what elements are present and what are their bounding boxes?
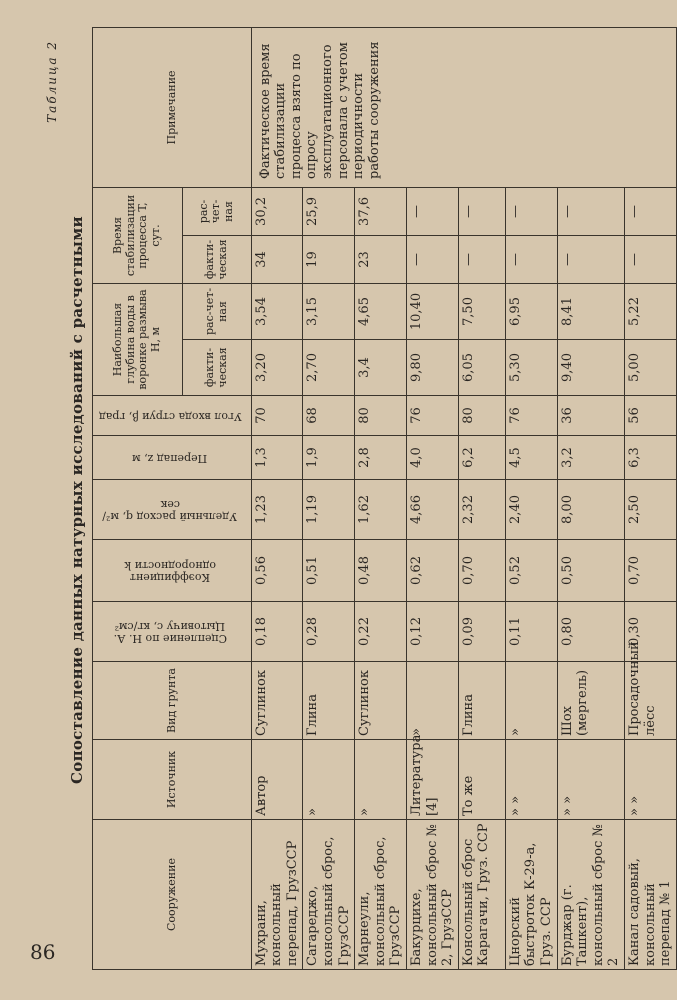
cell-time-actual: — xyxy=(624,235,676,283)
page-number: 86 xyxy=(30,940,56,964)
cell-note: Фактическое время стабилизации процесса взято по опросу эксплуатационного персонала с учетом периодичности работы сооружения xyxy=(251,27,676,187)
cell-source: » xyxy=(303,740,355,820)
cell-cohesion: 0,12 xyxy=(406,602,458,662)
cell-cohesion: 0,09 xyxy=(458,602,505,662)
cell-depth-calculated: 7,50 xyxy=(458,283,505,339)
cell-time-actual: — xyxy=(458,235,505,283)
comparison-table xyxy=(92,27,677,970)
header-structure: Сооружение xyxy=(93,820,252,970)
cell-source: » » xyxy=(624,740,676,820)
cell-source: То же xyxy=(458,740,505,820)
cell-source: » » xyxy=(505,740,557,820)
cell-uniformity: 0,51 xyxy=(303,540,355,602)
cell-discharge: 2,32 xyxy=(458,480,505,540)
cell-time-actual: — xyxy=(505,235,557,283)
header-angle: Угол входа струи β, град xyxy=(93,396,252,436)
header-time-actual: факти-ческая xyxy=(182,235,251,283)
cell-uniformity: 0,48 xyxy=(355,540,407,602)
header-depth-actual: факти-ческая xyxy=(182,340,251,396)
cell-structure: Сагареджо, консольный сброс, ГрузССР xyxy=(303,820,355,970)
cell-time-actual: 34 xyxy=(251,235,303,283)
cell-depth-calculated: 5,22 xyxy=(624,283,676,339)
cell-time-calculated: 30,2 xyxy=(251,187,303,235)
cell-soil: Шох (мергель) xyxy=(557,662,624,740)
cell-soil: » xyxy=(505,662,557,740)
cell-time-calculated: — xyxy=(458,187,505,235)
cell-angle: 76 xyxy=(406,396,458,436)
cell-angle: 80 xyxy=(355,396,407,436)
cell-depth-calculated: 6,95 xyxy=(505,283,557,339)
header-time-group: Время стабилизации процесса T, сут. xyxy=(93,187,183,283)
cell-depth-calculated: 3,54 xyxy=(251,283,303,339)
cell-time-calculated: — xyxy=(557,187,624,235)
cell-source: » » xyxy=(557,740,624,820)
cell-depth-calculated: 10,40 xyxy=(406,283,458,339)
cell-uniformity: 0,70 xyxy=(458,540,505,602)
cell-time-calculated: — xyxy=(406,187,458,235)
cell-source: Автор xyxy=(251,740,303,820)
header-depth-group: Наибольшая глубина воды в воронке размыва H, м xyxy=(93,283,183,395)
cell-drop: 1,3 xyxy=(251,436,303,480)
cell-drop: 6,2 xyxy=(458,436,505,480)
cell-depth-actual: 6,05 xyxy=(458,340,505,396)
cell-drop: 4,0 xyxy=(406,436,458,480)
cell-time-actual: — xyxy=(406,235,458,283)
cell-uniformity: 0,70 xyxy=(624,540,676,602)
cell-drop: 4,5 xyxy=(505,436,557,480)
cell-time-actual: 23 xyxy=(355,235,407,283)
cell-drop: 3,2 xyxy=(557,436,624,480)
cell-discharge: 2,40 xyxy=(505,480,557,540)
cell-cohesion: 0,30 xyxy=(624,602,676,662)
cell-soil: Глина xyxy=(303,662,355,740)
cell-discharge: 8,00 xyxy=(557,480,624,540)
cell-angle: 56 xyxy=(624,396,676,436)
cell-angle: 68 xyxy=(303,396,355,436)
table-body xyxy=(251,27,676,969)
cell-time-calculated: 37,6 xyxy=(355,187,407,235)
cell-soil: » xyxy=(406,662,458,740)
cell-structure: Мухрани, консольный перепад, ГрузССР xyxy=(251,820,303,970)
cell-depth-calculated: 4,65 xyxy=(355,283,407,339)
cell-uniformity: 0,56 xyxy=(251,540,303,602)
table-row xyxy=(251,27,303,969)
cell-drop: 1,9 xyxy=(303,436,355,480)
cell-time-calculated: — xyxy=(505,187,557,235)
cell-depth-calculated: 3,15 xyxy=(303,283,355,339)
cell-cohesion: 0,28 xyxy=(303,602,355,662)
header-discharge: Удельный расход q, м²/сек xyxy=(93,480,252,540)
header-drop: Перепад z, м xyxy=(93,436,252,480)
cell-structure: Бакурцихе, консольный сброс № 2, ГрузССР xyxy=(406,820,458,970)
cell-source: Литература [4] xyxy=(406,740,458,820)
cell-structure: Марнеули, консольный сброс, ГрузССР xyxy=(355,820,407,970)
cell-depth-calculated: 8,41 xyxy=(557,283,624,339)
cell-discharge: 1,62 xyxy=(355,480,407,540)
cell-time-calculated: 25,9 xyxy=(303,187,355,235)
cell-soil: Суглинок xyxy=(251,662,303,740)
header-soil: Вид грунта xyxy=(93,662,252,740)
table-title: Сопоставление данных натурных исследований с расчетными xyxy=(68,216,86,784)
cell-structure: Консольный сброс Карагачи, Груз. ССР xyxy=(458,820,505,970)
cell-cohesion: 0,80 xyxy=(557,602,624,662)
cell-depth-actual: 5,00 xyxy=(624,340,676,396)
cell-depth-actual: 2,70 xyxy=(303,340,355,396)
cell-discharge: 4,66 xyxy=(406,480,458,540)
cell-cohesion: 0,22 xyxy=(355,602,407,662)
cell-drop: 2,8 xyxy=(355,436,407,480)
cell-soil: Глина xyxy=(458,662,505,740)
cell-soil: Суглинок xyxy=(355,662,407,740)
cell-depth-actual: 3,4 xyxy=(355,340,407,396)
cell-time-calculated: — xyxy=(624,187,676,235)
table-label: Таблица 2 xyxy=(45,40,59,123)
cell-depth-actual: 3,20 xyxy=(251,340,303,396)
cell-angle: 76 xyxy=(505,396,557,436)
cell-depth-actual: 9,40 xyxy=(557,340,624,396)
header-uniformity: Коэффициент однородности k xyxy=(93,540,252,602)
cell-depth-actual: 5,30 xyxy=(505,340,557,396)
cell-structure: Цнорский быстроток К-29-а, Груз. ССР xyxy=(505,820,557,970)
cell-source: » xyxy=(355,740,407,820)
cell-cohesion: 0,11 xyxy=(505,602,557,662)
cell-soil: Просадочный лёсс xyxy=(624,662,676,740)
cell-discharge: 1,23 xyxy=(251,480,303,540)
cell-drop: 6,3 xyxy=(624,436,676,480)
header-depth-calculated: рас-чет-ная xyxy=(182,283,251,339)
cell-angle: 36 xyxy=(557,396,624,436)
header-time-calculated: рас-чет-ная xyxy=(182,187,251,235)
header-cohesion: Сцепление по Н. А. Цытовичу c, кг/см² xyxy=(93,602,252,662)
cell-time-actual: — xyxy=(557,235,624,283)
cell-angle: 70 xyxy=(251,396,303,436)
cell-discharge: 2,50 xyxy=(624,480,676,540)
cell-cohesion: 0,18 xyxy=(251,602,303,662)
header-source: Источник xyxy=(93,740,252,820)
cell-depth-actual: 9,80 xyxy=(406,340,458,396)
cell-uniformity: 0,52 xyxy=(505,540,557,602)
cell-uniformity: 0,50 xyxy=(557,540,624,602)
cell-structure: Канал садовый, консольный перепад № 1 xyxy=(624,820,676,970)
header-note: Примечание xyxy=(93,27,252,187)
cell-angle: 80 xyxy=(458,396,505,436)
cell-discharge: 1,19 xyxy=(303,480,355,540)
cell-uniformity: 0,62 xyxy=(406,540,458,602)
cell-time-actual: 19 xyxy=(303,235,355,283)
cell-structure: Бурджар (г. Ташкент), консольный сброс № 2 xyxy=(557,820,624,970)
